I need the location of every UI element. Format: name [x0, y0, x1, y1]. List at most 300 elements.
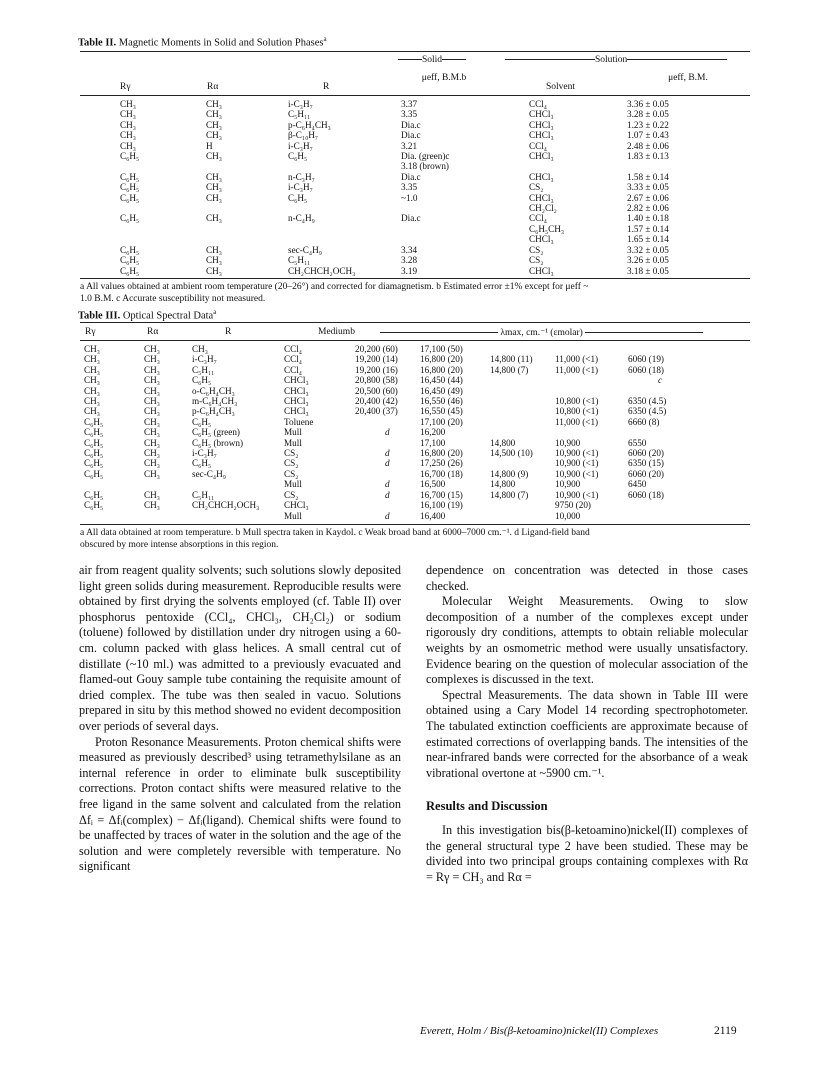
table2-row-cell: 3.28	[401, 255, 418, 266]
table3-row-cell: CH₃	[144, 448, 160, 459]
table3-row-cell: 20,200 (60)	[355, 344, 398, 354]
table2-row-cell: CH₃	[120, 109, 136, 120]
table2-row	[120, 193, 747, 203]
table2-row-cell: Dia.c	[401, 130, 421, 141]
table3-footnote-1: a All data obtained at room temperature. b Mull spectra taken in Kaydol. c Weak broad band at 6000–7000 cm.⁻¹. d Ligand-field band	[80, 528, 590, 538]
table3-row-cell	[192, 511, 284, 521]
table2-row-cell: 1.40 ± 0.18	[627, 213, 669, 224]
table3-row-cell: Toluene	[284, 416, 314, 427]
table3-row-cell: Mull	[284, 427, 302, 438]
table3-row-cell: 16,100 (19)	[420, 500, 463, 511]
table3-row-cell: CH₃	[144, 354, 160, 365]
table3-row-cell: CH₃	[144, 385, 160, 396]
table3-row-cell	[628, 386, 708, 396]
table3-row-cell	[490, 386, 555, 396]
table3-row-cell	[490, 417, 555, 427]
table3-row-cell	[555, 427, 628, 437]
table2-row-cell: 3.32 ± 0.05	[627, 244, 669, 255]
table3-row-cell: 16,800 (20)	[420, 364, 463, 375]
table2-row-cell: i-C₃H₇	[288, 99, 313, 109]
table3-row-cell: i-C₃H₇	[192, 354, 217, 365]
table2-row-cell: CH₃	[206, 151, 222, 162]
table3-row-cell: 10,800 (<1)	[555, 406, 599, 417]
table3-row-cell: CH₃	[84, 344, 100, 354]
table3-row-cell: CH₃	[144, 458, 160, 469]
table2-row-cell: CCl₄	[529, 99, 548, 109]
table3-row-cell	[628, 427, 708, 437]
table2-row-cell: 3.18 (brown)	[401, 161, 449, 172]
table2-row-cell: CH₃	[120, 99, 136, 109]
table3-footnote-2: obscured by more intense absorptions in this region.	[80, 540, 279, 550]
table2-row-cell: 2.82 ± 0.06	[627, 203, 669, 214]
table3-row-cell: 16,450 (44)	[420, 375, 463, 386]
left-para-1: air from reagent quality solvents; such solutions slowly deposited light green solids during measurement. Reproducible results were obtained by first drying the solvents employed (cf. Table II) over phosphorus pentoxide (CCl₄, CHCl₃, CH₂Cl₂) or sodium (toluene) followed by distillation under dry nitrogen using a 60-cm. column packed with glass helices. A small central cut of distillate (~10 ml.) was admitted to a previously evacuated and flamed-out Gouy sample tube containing the requisite amount of dried complex. The tube was then sealed in vacuo. Solutions prepared in situ by this method showed no evident decomposition over periods of several days.	[79, 563, 401, 733]
table2-row-cell	[120, 161, 206, 171]
table3-row-cell: 14,800	[490, 479, 516, 490]
table2-header-mueff-solid: μeff, B.M.b	[421, 73, 467, 83]
section-heading: Results and Discussion	[426, 799, 548, 814]
table3-row-cell: CH₃	[144, 500, 160, 511]
right-para-1: dependence on concentration was detected in those cases checked.	[426, 563, 748, 593]
table2-row-cell: CHCl₃	[529, 109, 554, 120]
table2-row-cell: n-C₄H₉	[288, 213, 315, 224]
table3-row-cell: 16,200	[420, 427, 446, 438]
table2-row-cell: 3.35	[401, 182, 418, 193]
table2-row	[120, 203, 747, 213]
table2-row	[120, 255, 747, 265]
table2-row-cell: β-C₁₀H₇	[288, 130, 319, 141]
table2-row-cell: CH₂CHCH₂OCH₃	[288, 265, 356, 276]
table2-footnote-2: 1.0 B.M. c Accurate susceptibility not measured.	[80, 294, 266, 304]
table2-row-cell: 3.21	[401, 140, 418, 151]
table3-row-cell: Mull	[284, 479, 302, 490]
table3-row-cell: C₆H₅	[192, 375, 212, 386]
table2-row-cell: 3.34	[401, 244, 418, 255]
table3-bottom-rule	[80, 524, 750, 525]
table2-row-cell	[288, 161, 401, 171]
table3-row-cell: o-C₆H₄CH₃	[192, 385, 235, 396]
table2-row-cell: 2.67 ± 0.06	[627, 192, 669, 203]
table3-row-cell	[490, 406, 555, 416]
table3-row	[84, 417, 708, 427]
table2-row	[120, 213, 747, 223]
table3-row-cell: C₅H₁₁	[192, 364, 215, 375]
table2-row-cell: 3.33 ± 0.05	[627, 182, 669, 193]
table2-row-cell	[120, 234, 206, 244]
table2-row-cell	[206, 161, 288, 171]
table2-caption-text: Magnetic Moments in Solid and Solution Phases	[118, 37, 324, 49]
table2-row-cell	[288, 224, 401, 234]
table3-row-cell: C₆H₅	[84, 427, 104, 438]
table2-row-cell: CHCl₃	[529, 119, 554, 130]
table2-row-cell	[288, 234, 401, 244]
table3-row-cell: CH₃	[144, 406, 160, 417]
table2-header-rule	[80, 95, 750, 96]
table2-bottom-rule	[80, 278, 750, 279]
table3-row	[84, 344, 708, 354]
table3-row	[84, 448, 708, 458]
table2-row-cell: 1.65 ± 0.14	[627, 234, 669, 245]
table3-row-cell: 20,400 (42)	[355, 396, 398, 407]
table3-row-cell	[628, 500, 708, 510]
running-head: Everett, Holm / Bis(β-ketoamino)nickel(II) Complexes	[420, 1025, 659, 1037]
table3-row-cell: C₆H₅	[192, 458, 212, 469]
table3-row	[84, 500, 708, 510]
page-number: 2119	[714, 1025, 737, 1037]
table3-row-cell: CCl₄	[284, 344, 303, 354]
table2-row-cell: Dia.c	[401, 119, 421, 130]
table2-header-r: R	[323, 82, 330, 92]
table3-row	[84, 438, 708, 448]
table3-row-cell: 10,900	[555, 479, 581, 490]
table3-row-cell: 16,550 (45)	[420, 406, 463, 417]
table3-row-cell: C₆H₅	[84, 458, 104, 469]
left-column	[79, 563, 401, 875]
table3-row-cell: 10,900 (<1)	[555, 468, 599, 479]
table3-row-cell: CS₂	[284, 489, 299, 500]
table3-row-cell: 6450	[628, 479, 647, 490]
table3-row-cell	[555, 386, 628, 396]
table2-row-cell: CH₃	[120, 140, 136, 151]
table2-row-cell: CH₃	[206, 192, 222, 203]
table3-body	[84, 344, 708, 521]
table3-caption-text: Optical Spectral Data	[122, 310, 214, 322]
table2-row-cell	[627, 161, 747, 171]
table3-header-r: R	[225, 327, 232, 337]
table2-row-cell	[529, 161, 627, 171]
table3-row-cell: C₆H₅	[84, 489, 104, 500]
table3-row-cell	[355, 438, 420, 448]
table2-body	[120, 99, 747, 276]
table3-row-cell: i-C₃H₇	[192, 448, 217, 459]
table3-row-cell: 17,100	[420, 437, 446, 448]
table3-row-cell: Mull	[284, 437, 302, 448]
table2-group-solution: Solution	[505, 55, 727, 65]
table2-row-cell: C₆H₅	[120, 213, 140, 224]
table3-row-cell: CH₃	[84, 385, 100, 396]
table2-row-cell: p-C₆H₄CH₃	[288, 119, 331, 130]
table2-row-cell: 3.36 ± 0.05	[627, 99, 669, 109]
table3-row-cell: C₅H₁₁	[192, 489, 215, 500]
table2-row-cell	[120, 224, 206, 234]
table2-caption	[78, 35, 327, 49]
table3-row-cell: CS₂	[284, 458, 299, 469]
table3-row-cell: CHCl₃	[284, 406, 309, 417]
table3-row-cell: 17,250 (26)	[420, 458, 463, 469]
table3-row-cell: p-C₆H₄CH₃	[192, 406, 235, 417]
table3-row-cell: 6060 (18)	[628, 489, 664, 500]
table2-row-cell	[401, 203, 529, 213]
table2-row-cell: C₆H₅	[288, 151, 308, 162]
table3-row-cell: C₆H₅	[84, 500, 104, 511]
table2-row-cell: CHCl₃	[529, 192, 554, 203]
table3-row-cell: 10,000	[555, 510, 581, 521]
table2-row-cell: C₆H₅	[120, 244, 140, 255]
table3-row-cell: 20,400 (37)	[355, 406, 398, 417]
table2-row-cell	[288, 203, 401, 213]
table3-row-cell: m-C₆H₄CH₃	[192, 396, 238, 407]
table2-row-cell: CH₃	[206, 265, 222, 276]
table3-row	[84, 511, 708, 521]
table2-row-cell: CH₃	[206, 109, 222, 120]
table2-row-cell: 1.07 ± 0.43	[627, 130, 669, 141]
table2-row-cell: CH₃	[206, 130, 222, 141]
table3-row-cell: C₆H₅	[84, 468, 104, 479]
table2-header-ralpha: Rα	[207, 82, 219, 92]
table3-row-cell: CH₃	[144, 396, 160, 407]
table2-row-cell: CHCl₃	[529, 130, 554, 141]
table3-row-cell: CH₃	[144, 489, 160, 500]
table3-row-cell: C₆H₅	[84, 448, 104, 459]
table3-row-cell: c	[658, 375, 663, 386]
table3-row-cell	[84, 511, 144, 521]
table2-row	[120, 182, 747, 192]
table3-row	[84, 406, 708, 416]
table2-row	[120, 234, 747, 244]
table3-row-cell: 17,100 (50)	[420, 344, 463, 354]
table3-row-cell	[490, 427, 555, 437]
table3-row-cell: 10,900	[555, 437, 581, 448]
table3-row-cell: CH₃	[144, 364, 160, 375]
table3-row-cell: d	[385, 427, 390, 438]
table2-row-cell	[401, 224, 529, 234]
table2-footnote-1: a All values obtained at ambient room temperature (20–26°) and corrected for diamagnetism. b Estimated error ±1% except for μeff ~	[80, 282, 589, 292]
right-column	[426, 563, 748, 885]
table2-row-cell: 1.23 ± 0.22	[627, 119, 669, 130]
table3-row-cell: 19,200 (14)	[355, 354, 398, 365]
table2-row-cell: 3.26 ± 0.05	[627, 255, 669, 266]
table3-row-cell: 10,900 (<1)	[555, 458, 599, 469]
table2-row-cell: H	[206, 140, 213, 151]
table2-row-cell: CH₃	[206, 99, 222, 109]
table2-row-cell	[206, 234, 288, 244]
table3-row-cell: 16,550 (46)	[420, 396, 463, 407]
table3-row-cell: sec-C₄H₉	[192, 468, 226, 479]
table2-row-cell: CH₃	[120, 119, 136, 130]
table3-row-cell: 16,700 (18)	[420, 468, 463, 479]
table3-row-cell: 20,800 (58)	[355, 375, 398, 386]
table3-row-cell: C₆H₅	[192, 416, 212, 427]
table3-row-cell: 10,900 (<1)	[555, 448, 599, 459]
table2-row-cell: CCl₄	[529, 140, 548, 151]
table3-row-cell: 14,800	[490, 437, 516, 448]
table2-row-cell: C₅H₁₁	[288, 255, 311, 266]
table3-row-cell	[144, 479, 192, 489]
table3-header-rule	[80, 340, 750, 341]
table2-row-cell: 1.83 ± 0.13	[627, 151, 669, 162]
table2-row-cell: C₅H₁₁	[288, 109, 311, 120]
table2-row-cell	[206, 203, 288, 213]
table2-top-rule	[80, 51, 750, 52]
table3-row-cell	[355, 500, 420, 510]
table3-row-cell: CH₃	[84, 406, 100, 417]
table3-row-cell: 6060 (19)	[628, 354, 664, 365]
table3-row-cell: 6350 (4.5)	[628, 406, 667, 417]
table2-row-cell: C₆H₅	[120, 182, 140, 193]
table2-row-cell: i-C₃H₇	[288, 182, 313, 193]
table3-row-cell: CH₃	[84, 375, 100, 386]
table3-row-cell	[555, 375, 628, 385]
table2-row-cell: C₆H₅	[120, 265, 140, 276]
table3-row-cell: C₆H₅	[84, 416, 104, 427]
table3-row-cell	[490, 458, 555, 468]
table3-row-cell: CH₃	[84, 364, 100, 375]
table3-row-cell: 19,200 (16)	[355, 364, 398, 375]
table2-row-cell: C₆H₅	[120, 171, 140, 182]
table3-caption	[78, 308, 216, 322]
table2-row-cell: Dia. (green)c	[401, 151, 450, 162]
table3-row-cell: CCl₄	[284, 354, 303, 365]
table3-row-cell: 10,900 (<1)	[555, 489, 599, 500]
table3-row-cell: 14,800 (9)	[490, 468, 529, 479]
table3-row-cell: 16,450 (49)	[420, 385, 463, 396]
table3-row	[84, 458, 708, 468]
table2-row-cell: 3.19	[401, 265, 418, 276]
table3-row-cell: 6350 (15)	[628, 458, 664, 469]
table2-row-cell: ~1.0	[401, 192, 418, 203]
table3-row-cell	[628, 511, 708, 521]
table3-row-cell	[355, 417, 420, 427]
table3-row-cell: 16,800 (20)	[420, 448, 463, 459]
table2-row-cell: CH₃	[206, 119, 222, 130]
table3-header-medium: Mediumb	[318, 327, 355, 337]
table3-row-cell: 6060 (18)	[628, 364, 664, 375]
table3-header-ralpha: Rα	[147, 327, 159, 337]
table3-row-cell: CHCl₃	[284, 375, 309, 386]
table2-row-cell: 3.37	[401, 99, 418, 109]
table2-row	[120, 161, 747, 171]
table3-row-cell	[490, 500, 555, 510]
table3-caption-mark: a	[213, 308, 217, 316]
table2-row-cell: CH₃	[206, 244, 222, 255]
table3-row-cell: C₆H₅	[84, 437, 104, 448]
table3-row	[84, 396, 708, 406]
table3-row-cell: C₆H₅ (brown)	[192, 437, 244, 448]
table2-row-cell: 3.35	[401, 109, 418, 120]
table3-row	[84, 354, 708, 364]
table3-row	[84, 365, 708, 375]
table3-row-cell: CHCl₃	[284, 396, 309, 407]
table3-row-cell	[84, 479, 144, 489]
table2-row	[120, 120, 747, 130]
table2-row-cell: CHCl₃	[529, 234, 554, 245]
table2-row-cell: CH₂Cl₂	[529, 203, 557, 214]
table3-row-cell: d	[385, 510, 390, 521]
table3-row-cell: CH₃	[144, 344, 160, 354]
table3-row	[84, 469, 708, 479]
table3-row-cell: 16,400	[420, 510, 446, 521]
table3-row-cell: CH₂CHCH₂OCH₃	[192, 500, 260, 511]
table2-footnotes	[80, 281, 760, 305]
table3-row-cell: 6550	[628, 437, 647, 448]
table3-top-rule	[80, 322, 750, 323]
table3-row-cell: CH₃	[144, 416, 160, 427]
table2-row-cell: CH₃	[120, 130, 136, 141]
table2-row-cell: C₆H₅	[120, 255, 140, 266]
table3-footnotes	[80, 527, 765, 551]
right-para-3: Spectral Measurements. The data shown in Table III were obtained using a Cary Model 14 recording spectrophotometer. The tabulated extinction coefficients are approximate because of estimated corrections of overlapping bands. The intensities of the near-infrared bands were corrected for the absorbance of a weak vibrational overtone at ~5900 cm.⁻¹.	[426, 687, 748, 780]
table2-row-cell: 2.48 ± 0.06	[627, 140, 669, 151]
table2-row-cell: CS₂	[529, 255, 544, 266]
table3-row-cell: CCl₄	[284, 364, 303, 375]
table2-row-cell: CS₂	[529, 244, 544, 255]
table2-row-cell: C₆H₅	[288, 192, 308, 203]
table3-row	[84, 427, 708, 437]
table3-row-cell: 11,000 (<1)	[555, 354, 599, 365]
table2-row-cell: i-C₃H₇	[288, 140, 313, 151]
table3-row-cell: CH₃	[144, 468, 160, 479]
table3-row-cell	[555, 344, 628, 354]
table3-row	[84, 479, 708, 489]
table3-row-cell: 14,500 (10)	[490, 448, 533, 459]
table3-row-cell: 16,800 (20)	[420, 354, 463, 365]
table2-row-cell: CHCl₃	[529, 265, 554, 276]
table2-row-cell: CH₃	[206, 171, 222, 182]
table3-row-cell: CH₃	[84, 396, 100, 407]
table3-row-cell	[490, 396, 555, 406]
table2-row-cell: 1.58 ± 0.14	[627, 171, 669, 182]
table2-row	[120, 224, 747, 234]
table2-caption-label: Table II.	[78, 37, 117, 49]
table2-row-cell	[206, 224, 288, 234]
right-para-2: Molecular Weight Measurements. Owing to slow decomposition of a number of the complexes except under rigorously dry conditions, attempts to obtain reliable molecular weights by an osmometric method were usually unsatisfactory. Evidence bearing on the question of molecular association of the complexes is discussed in the text.	[426, 594, 748, 687]
table2-row-cell: CHCl₃	[529, 151, 554, 162]
table3-row-cell: 6660 (8)	[628, 416, 660, 427]
table3-row-cell: CH₃	[192, 344, 208, 354]
table3-row-cell	[628, 344, 708, 354]
table3-row-cell: 6350 (4.5)	[628, 396, 667, 407]
table2-row-cell: CHCl₃	[529, 171, 554, 182]
table3-row-cell: d	[385, 448, 390, 459]
table3-row-cell: 16,500	[420, 479, 446, 490]
table2-row	[120, 130, 747, 140]
table3-row	[84, 386, 708, 396]
table2-row-cell: CCl₄	[529, 213, 548, 224]
table3-row-cell: CH₃	[144, 375, 160, 386]
table3-row-cell: 20,500 (60)	[355, 385, 398, 396]
table3-row-cell	[490, 344, 555, 354]
table2-row-cell: CH₃	[206, 213, 222, 224]
table2-row	[120, 109, 747, 119]
table3-row-cell: CH₃	[144, 437, 160, 448]
table2-row-cell: CH₃	[206, 182, 222, 193]
table2-row-cell: Dia.c	[401, 213, 421, 224]
table2-caption-mark: a	[323, 35, 327, 43]
table2-row	[120, 141, 747, 151]
table3-row-cell: CH₃	[144, 427, 160, 438]
table2-row-cell: C₆H₅CH₃	[529, 223, 565, 234]
table3-row-cell	[355, 469, 420, 479]
section-para: In this investigation bis(β-ketoamino)nickel(II) complexes of the general structural type 2 have been studied. These may be divided into two principal groups containing complexes with Rα = Rγ = CH₃ and Rα =	[426, 822, 748, 884]
table3-row-cell: 6060 (20)	[628, 468, 664, 479]
table3-row-cell: 14,800 (11)	[490, 354, 533, 365]
table2-row	[120, 151, 747, 161]
table2-group-solid: Solid	[398, 55, 466, 65]
table3-row-cell	[490, 375, 555, 385]
table2-row	[120, 266, 747, 276]
table3-row-cell: 9750 (20)	[555, 500, 591, 511]
table2-row-cell: CH₃	[206, 255, 222, 266]
table2-row	[120, 245, 747, 255]
table3-row-cell: 10,800 (<1)	[555, 396, 599, 407]
table2-row-cell: 3.18 ± 0.05	[627, 265, 669, 276]
table2-header-solvent: Solvent	[546, 82, 576, 92]
table3-row-cell: 16,700 (15)	[420, 489, 463, 500]
table3-row-cell: d	[385, 489, 390, 500]
table3-row-cell: CHCl₃	[284, 385, 309, 396]
table2-row	[120, 99, 747, 109]
table3-row	[84, 490, 708, 500]
